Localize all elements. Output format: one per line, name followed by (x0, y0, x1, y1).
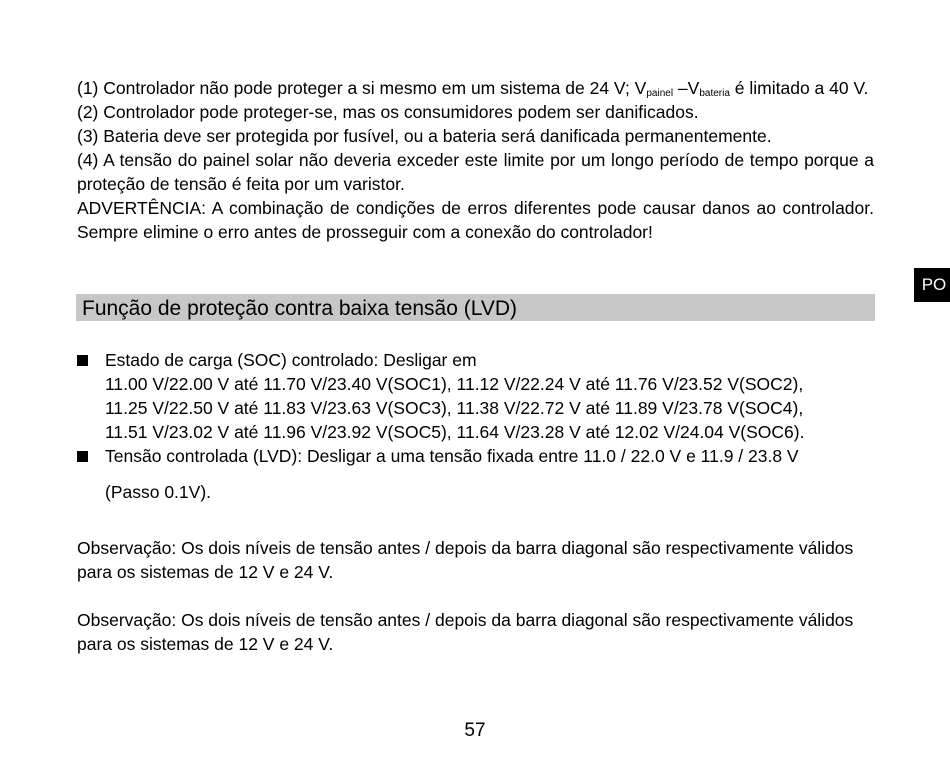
page-number: 57 (464, 720, 486, 741)
soc-intro: Estado de carga (SOC) controlado: Desligar em (105, 350, 477, 370)
section-title: Função de proteção contra baixa tensão (LVD) (82, 297, 518, 320)
note-4: (4) A tensão do painel solar não deveria exceder este limite por um longo período de tempo porque a proteção de tensão é feita por um varistor. (77, 150, 874, 194)
language-tab: PO (914, 268, 950, 302)
step-text: (Passo 0.1V). (105, 482, 212, 502)
bullet-list (77, 348, 874, 504)
square-bullet-icon (77, 451, 88, 462)
soc-line: 11.51 V/23.02 V até 11.96 V/23.92 V(SOC5), 11.64 V/23.28 V até 12.02 V/24.04 V(SOC6). (105, 422, 805, 442)
note-2: (2) Controlador pode proteger-se, mas os consumidores podem ser danificados. (77, 102, 699, 122)
note-3: (3) Bateria deve ser protegida por fusível, ou a bateria será danificada permanentemente. (77, 126, 772, 146)
square-bullet-icon (77, 355, 88, 366)
soc-line: 11.00 V/22.00 V até 11.70 V/23.40 V(SOC1), 11.12 V/22.24 V até 11.76 V/23.52 V(SOC2), (105, 374, 804, 394)
bullet-soc (77, 348, 874, 444)
bullet-lvd (77, 444, 874, 468)
note-1: (1) Controlador não pode proteger a si mesmo em um sistema de 24 V; $V_{painel}$ $-V_{bateria}$ é limitado a 40 V. (77, 78, 869, 99)
lvd-text: Tensão controlada (LVD): Desligar a uma tensão fixada entre 11.0 / 22.0 V e 11.9 / 23.8 V (105, 446, 799, 466)
section-heading-bar (76, 294, 875, 321)
notes-block (77, 76, 874, 244)
observation-2: Observação: Os dois níveis de tensão antes / depois da barra diagonal são respectivamente válidos para os sistemas de 12 V e 24 V. (77, 610, 854, 654)
soc-line: 11.25 V/22.50 V até 11.83 V/23.63 V(SOC3), 11.38 V/22.72 V até 11.89 V/23.78 V(SOC4), (105, 398, 804, 418)
observation-1: Observação: Os dois níveis de tensão antes / depois da barra diagonal são respectivamente válidos para os sistemas de 12 V e 24 V. (77, 538, 854, 582)
warning-text: ADVERTÊNCIA: A combinação de condições de erros diferentes pode causar danos ao controlador. Sempre elimine o erro antes de prosseguir com a conexão do controlador! (77, 198, 874, 242)
